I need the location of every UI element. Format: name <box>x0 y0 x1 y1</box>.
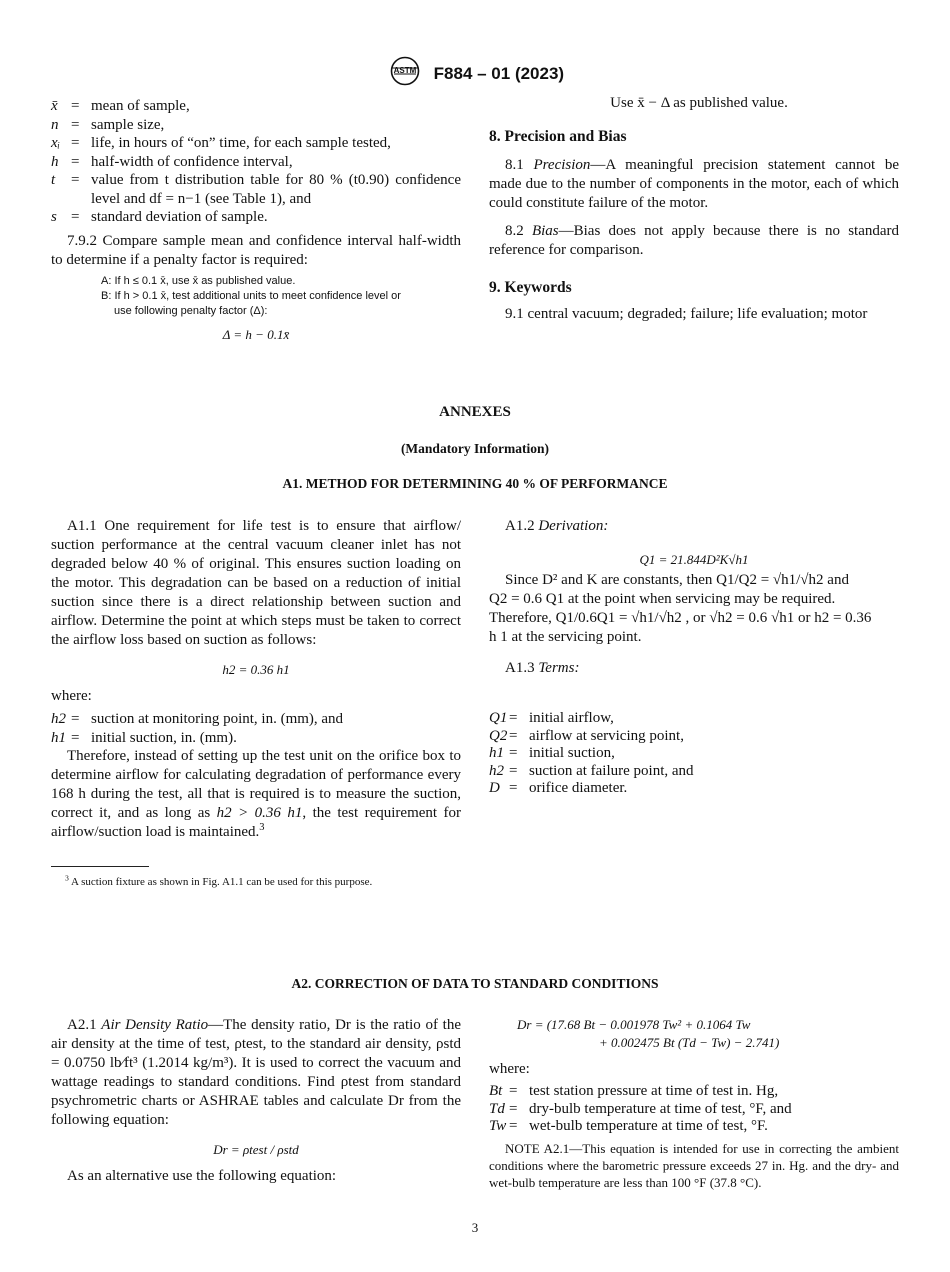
astm-logo-icon <box>386 56 424 91</box>
p21-term: Air Density Ratio <box>101 1017 209 1033</box>
designation: F884 – 01 (2023) <box>433 63 565 83</box>
rule-b: B: If h > 0.1 x̄, test additional units to meet confidence level or <box>101 289 401 302</box>
since-line-2: Q2 = 0.6 Q1 at the point when servicing may be required. <box>489 591 836 607</box>
def-symbol: Td <box>489 1100 505 1117</box>
rule-a: A: If h ≤ 0.1 x̄, use x̄ as published value. <box>101 274 296 287</box>
footnote-number: 3 <box>65 873 69 883</box>
a1-left-column <box>51 517 461 842</box>
paragraph-a1-2 <box>489 517 899 536</box>
term-text: orifice diameter. <box>529 780 628 796</box>
a2-definition-list: Bt = test station pressure at time of test in. Hg, Td = dry-bulb temperature at time of test, °F, and Tw = wet-bulb temperature at time of test, °F. <box>489 1083 899 1136</box>
paragraph-a2-1 <box>51 1016 461 1130</box>
definitions-top <box>51 97 461 344</box>
equation-dr-ratio: Dr = ρtest / ρstd <box>213 1142 299 1157</box>
term-text: airflow at servicing point, <box>529 727 684 744</box>
paragraph-a1-3 <box>489 659 899 678</box>
svg-text:ASTM: ASTM <box>393 66 417 75</box>
def-symbol: s <box>51 209 57 225</box>
def-text: half-width of confidence interval, <box>91 153 293 170</box>
paragraph-8-1 <box>489 156 899 213</box>
def-text: value from t distribution table for 80 % (t0.90) confidence level and df = n−1 (see Table 1), and <box>91 172 461 207</box>
def-text: life, in hours of “on” time, for each sample tested, <box>91 135 391 151</box>
note-a2-1: NOTE A2.1—This equation is intended for use in correcting the ambient conditions where the barometric pressure exceeds 27 in. Hg. and the dry- and wet-bulb temperature are less than 100 °F (37.8 °C). <box>489 1140 899 1190</box>
equation-line-2: + 0.002475 Bt (Td − Tw) − 2.741) <box>599 1035 780 1050</box>
def-symbol: Bt <box>489 1083 503 1099</box>
def-symbol: h <box>51 153 59 170</box>
definition-list: x̄ = mean of sample, n = sample size, xᵢ = life, in hours of “on” time, for each sample tested, h = half-width of confidence interval, t = value from t distribution table for 80 % (t0.90) confidence level and df = n−1 (see Table 1), and s = standard deviation of sample. <box>51 98 461 225</box>
p13-term: Terms: <box>538 660 580 676</box>
def-text: test station pressure at time of test in. Hg, <box>529 1083 779 1099</box>
therefore-text: Therefore, instead of setting up the test unit on the orifice box to determine airflow for calculating degradation of performance every 168 h during the test, all that is required is to measure the suction, correct it, and as long as <box>51 748 461 821</box>
right-top-column <box>489 94 899 324</box>
equation-q1: Q1 = 21.844D²K√h1 <box>639 552 749 567</box>
since-line-1: Since D² and K are constants, then Q1/Q2 = √h1/√h2 and <box>505 572 849 588</box>
annex-a1-heading: A1. METHOD FOR DETERMINING 40 % OF PERFORMANCE <box>282 476 668 491</box>
def-symbol: x̄ <box>51 98 58 114</box>
def-text: wet-bulb temperature at time of test, °F. <box>529 1118 768 1134</box>
page-number: 3 <box>471 1220 479 1235</box>
term-symbol: D <box>489 780 500 796</box>
since-line-4: h 1 at the servicing point. <box>489 629 642 645</box>
def-text: initial suction, in. (mm). <box>91 729 237 746</box>
paragraph-a1-1: A1.1 One requirement for life test is to ensure that airflow/ suction performance at the central vacuum cleaner inlet has not degraded below 40 % of original. This ensures suction loading on the motor. This degradation can be based on a reduction of initial suction since there is a direct relationship between suction and airflow. Determine the point at which steps must be taken to correct the airflow loss based on suction as follows: <box>51 518 461 648</box>
def-text: dry-bulb temperature at time of test, °F, and <box>529 1100 792 1117</box>
annexes-title: ANNEXES <box>439 404 511 420</box>
p13-label: A1.3 <box>505 660 535 676</box>
def-symbol: Tw <box>489 1118 507 1134</box>
p82-label: 8.2 <box>505 223 524 239</box>
p12-term: Derivation: <box>538 518 609 534</box>
a1-right-column <box>489 517 899 798</box>
p21-text: —The density ratio, Dr is the ratio of the air density at the time of test, ρtest, to the standard air density, ρstd = 0.0750 lb⁄ft³ (1.2014 kg/m³). It is used to correct the vacuum and wattage readings to standard conditions. Find ρtest from standard psychrometric charts or ASHRAE tables and calculate Dr from the following equation: <box>51 1017 461 1128</box>
p81-term: Precision <box>533 157 591 173</box>
a2-left-column <box>51 1016 461 1186</box>
def-symbol: n <box>51 116 59 133</box>
def-text: sample size, <box>91 116 165 133</box>
term-symbol: h1 <box>489 745 504 761</box>
p21-label: A2.1 <box>67 1017 97 1033</box>
term-symbol: Q2 <box>489 727 508 744</box>
section-9-heading: 9. Keywords <box>489 279 572 296</box>
def-text: suction at monitoring point, in. (mm), and <box>91 711 344 727</box>
term-text: initial airflow, <box>529 710 614 726</box>
term-symbol: Q1 <box>489 710 508 726</box>
a2-right-column <box>489 1016 899 1191</box>
a1-definition-list: h2 = suction at monitoring point, in. (mm), and h1 = initial suction, in. (mm). <box>51 710 461 747</box>
where-label: where: <box>489 1061 530 1077</box>
def-symbol: h1 <box>51 729 66 746</box>
therefore-condition: h2 > 0.36 h1 <box>216 805 303 821</box>
paragraph-9-1: 9.1 central vacuum; degraded; failure; life evaluation; motor <box>505 306 868 322</box>
penalty-rules <box>101 274 461 319</box>
equation-delta: Δ = h − 0.1x̄ <box>222 326 290 342</box>
rule-b-cont: use following penalty factor (Δ): <box>114 304 268 317</box>
footnote-ref: 3 <box>259 822 265 833</box>
footnote <box>65 873 373 888</box>
p12-label: A1.2 <box>505 518 535 534</box>
page-header <box>0 56 950 91</box>
equation-h2: h2 = 0.36 h1 <box>222 662 290 677</box>
alternative-line: As an alternative use the following equation: <box>67 1168 337 1184</box>
term-text: suction at failure point, and <box>529 762 694 779</box>
a1-terms-list: Q1 = initial airflow, Q2 = airflow at servicing point, h1 = initial suction, h2 = suction at failure point, and D = orifice diameter. <box>489 710 899 798</box>
footnote-rule <box>51 866 149 867</box>
use-line: Use x̄ − Δ as published value. <box>610 95 788 111</box>
def-symbol: t <box>51 172 56 188</box>
therefore-text-end: , the test requirement for airflow/suction load is maintained. <box>51 805 461 840</box>
def-symbol: xᵢ <box>51 135 61 151</box>
where-label: where: <box>51 688 92 704</box>
annexes-subtitle: (Mandatory Information) <box>400 441 550 456</box>
paragraph-therefore <box>51 747 461 842</box>
def-text: standard deviation of sample. <box>91 209 268 225</box>
paragraph-8-2 <box>489 222 899 260</box>
def-symbol: h2 <box>51 711 66 727</box>
term-symbol: h2 <box>489 762 504 779</box>
term-text: initial suction, <box>529 745 615 761</box>
equation-dr-alt <box>489 1016 899 1052</box>
since-line-3: Therefore, Q1/0.6Q1 = √h1/√h2 , or √h2 = 0.6 √h1 or h2 = 0.36 <box>489 610 872 626</box>
footnote-text: A suction fixture as shown in Fig. A1.1 can be used for this purpose. <box>71 876 373 888</box>
p81-text: —A meaningful precision statement cannot be made due to the number of components in the motor, each of which could constitute failure of the motor. <box>489 157 900 211</box>
equation-line-1: Dr = (17.68 Bt − 0.001978 Tw² + 0.1064 Tw <box>517 1017 751 1032</box>
annex-a2-heading: A2. CORRECTION OF DATA TO STANDARD CONDITIONS <box>291 976 659 991</box>
def-text: mean of sample, <box>91 98 190 114</box>
paragraph-7-9-2: 7.9.2 Compare sample mean and confidence interval half-width to determine if a penalty factor is required: <box>51 232 461 268</box>
p82-term: Bias <box>531 223 559 239</box>
p82-text: —Bias does not apply because there is no standard reference for comparison. <box>489 223 900 258</box>
p81-label: 8.1 <box>505 157 524 173</box>
section-8-heading: 8. Precision and Bias <box>489 128 627 145</box>
